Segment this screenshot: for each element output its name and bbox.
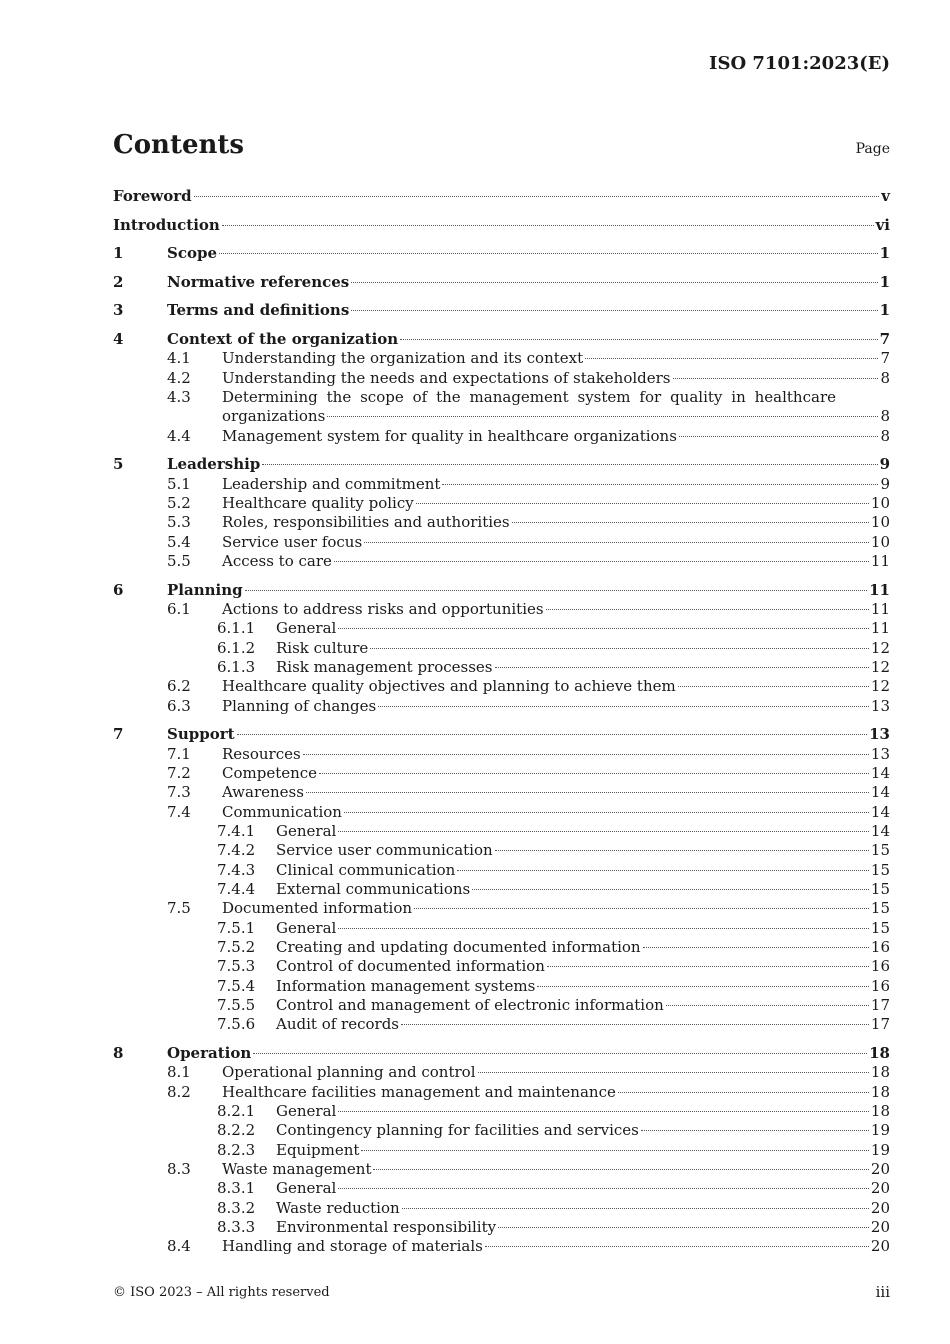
document-id: ISO 7101:2023(E) [709,53,890,74]
toc-entry[interactable] [113,330,890,349]
toc-entry-title: Operational planning and control [222,1063,476,1082]
toc-entry-number: 4.3 [167,388,191,406]
toc-entry-number: 5.2 [167,493,191,512]
dot-leader [643,947,869,948]
toc-entry-page: v [881,187,890,205]
toc-entry-title: Leadership [167,455,261,474]
toc-entry-title: Normative references [167,272,350,291]
toc-entry-page: 16 [870,957,890,976]
contents-title: Contents [113,130,245,160]
dot-leader [262,464,877,465]
toc-entry[interactable] [113,1237,890,1256]
toc-entry-number: 8.3.3 [217,1218,256,1237]
toc-entry-title: Understanding the needs and expectations of stakeholders [222,368,671,387]
toc-entry[interactable] [113,369,890,388]
toc-entry-page: 17 [870,1015,890,1034]
dot-leader [478,1072,869,1073]
toc-entry-title: Control and management of electronic information [276,996,664,1015]
toc-entry-number: 5.1 [167,474,191,493]
toc-entry-number: 8.3.2 [217,1198,256,1217]
toc-entry-page: 1 [879,301,890,320]
toc-entry-number: 7.4.3 [217,860,256,879]
toc-entry-number: 4.1 [167,349,191,368]
dot-leader [416,503,869,504]
toc-entry-number: 5.4 [167,532,191,551]
dot-leader [373,1169,868,1170]
dot-leader [546,609,869,610]
toc-entry-title: Awareness [222,783,304,802]
toc-entry[interactable] [113,244,890,263]
toc-entry-title: Service user focus [222,532,363,551]
dot-leader [194,196,880,197]
toc-entry-title: Waste reduction [276,1198,400,1217]
toc-entry-page: 9 [879,455,890,474]
toc-entry-number: 7.3 [167,783,191,802]
toc-entry[interactable] [113,455,890,474]
toc-entry-number: 7.5.6 [217,1015,256,1034]
dot-leader [245,590,868,591]
dot-leader [485,1246,869,1247]
toc-entry-number: 7.4.1 [217,821,256,840]
dot-leader [319,773,869,774]
dot-leader [370,648,869,649]
toc-entry-title: Competence [222,763,318,782]
toc-entry[interactable] [113,677,890,696]
toc-entry-page: 8 [880,368,890,387]
toc-entry-page: 18 [870,1063,890,1082]
toc-entry-number: 5.5 [167,552,191,570]
toc-entry-title: Risk culture [276,638,369,657]
toc-entry-title: Healthcare quality objectives and planning to achieve them [222,677,676,696]
toc-entry-page: 19 [870,1140,890,1159]
toc-entry-page: 15 [870,841,890,860]
toc-entry-number: 6.3 [167,696,191,715]
toc-entry[interactable] [113,187,890,206]
toc-entry-title: Resources [222,744,301,763]
dot-leader [237,734,868,735]
toc-entry-page: 13 [869,725,890,744]
dot-leader [344,812,869,813]
toc-entry-title: Access to care [222,552,332,570]
toc-entry-page: 7 [880,349,890,368]
dot-leader [414,908,869,909]
toc-entry[interactable] [113,938,890,957]
toc-entry-title: Healthcare quality policy [222,493,414,512]
dot-leader [219,253,878,254]
toc-entry[interactable] [113,977,890,996]
toc-entry-number: 4.4 [167,426,191,445]
toc-entry-number: 7.4.2 [217,841,256,860]
toc-entry-number: 7.5 [167,899,191,918]
toc-entry-number: 5.3 [167,513,191,532]
dot-leader [673,378,879,379]
dot-leader [537,986,869,987]
toc-entry-number: 7.4.4 [217,880,256,898]
toc-entry[interactable] [113,349,890,368]
toc-entry[interactable] [113,880,890,899]
dot-leader [338,928,869,929]
dot-leader [351,282,877,283]
toc-entry-number: 8.4 [167,1237,191,1256]
dot-leader [306,792,869,793]
toc-entry-page: 12 [870,638,890,657]
toc-entry-title: Determining the scope of the management system for quality in healthcare [222,388,836,406]
dot-leader [361,1150,869,1151]
toc-entry[interactable] [113,1083,890,1102]
dot-leader [303,754,869,755]
toc-entry-title: Planning of changes [222,696,377,715]
toc-entry[interactable] [113,639,890,658]
toc-entry-title: Management system for quality in healthcare organizations [222,426,677,445]
dot-leader [338,831,869,832]
dot-leader [618,1092,869,1093]
toc-entry-page: 13 [870,696,890,715]
toc-entry[interactable] [113,619,890,638]
dot-leader [666,1005,869,1006]
toc-entry-title: Communication [222,802,342,821]
toc-entry-title: Scope [167,244,218,263]
toc-entry-title: Environmental responsibility [276,1218,497,1237]
toc-entry-title: External communications [276,880,471,898]
toc-entry-page: 8 [880,407,890,426]
toc-entry-number: 8 [113,1044,124,1062]
toc-entry-title: Healthcare facilities management and maintenance [222,1082,616,1101]
toc-entry-number: 6.2 [167,677,191,696]
toc-entry-page: 7 [879,329,890,348]
toc-entry[interactable] [113,1063,890,1082]
toc-entry-page: 11 [869,580,890,599]
toc-entry-number: 8.1 [167,1063,191,1082]
toc-entry-title: General [276,918,337,937]
dot-leader [495,850,869,851]
toc-entry-title: Understanding the organization and its context [222,349,584,368]
dot-leader [495,667,869,668]
toc-entry-title: Planning [167,580,243,599]
toc-entry-page: 20 [870,1198,890,1217]
toc-entry-title: Terms and definitions [167,301,350,320]
toc-entry-number: 3 [113,301,124,320]
toc-entry[interactable] [113,957,890,976]
dot-leader [401,1024,869,1025]
toc-entry[interactable] [113,697,890,716]
toc-entry[interactable] [113,996,890,1015]
toc-entry[interactable] [113,1179,890,1198]
toc-entry-page: 18 [870,1102,890,1121]
copyright-footer: © ISO 2023 – All rights reserved [113,1285,330,1300]
toc-entry-page: 14 [870,821,890,840]
toc-entry-number: 6.1.1 [217,619,256,638]
toc-entry-number: 4.2 [167,368,191,387]
toc-entry-page: 11 [870,552,890,570]
toc-entry-page: 8 [880,426,890,445]
toc-entry-number: 1 [113,244,124,263]
dot-leader [641,1130,869,1131]
toc-entry-number: 8.2.1 [217,1102,256,1121]
toc-entry[interactable] [113,899,890,918]
dot-leader [679,436,879,437]
toc-entry-page: 10 [870,513,890,532]
toc-entry-number: 5 [113,455,124,474]
toc-entry-title: Risk management processes [276,657,493,676]
toc-entry[interactable] [113,494,890,513]
dot-leader [457,870,869,871]
toc-entry[interactable] [113,216,890,235]
dot-leader [338,1188,869,1189]
toc-entry-number: 6 [113,580,124,599]
toc-entry-number: 6.1.3 [217,657,256,676]
toc-entry-number: 7.5.4 [217,976,256,995]
dot-leader [512,522,869,523]
toc-entry[interactable] [113,764,890,783]
toc-entry[interactable] [113,1218,890,1237]
toc-entry[interactable] [113,1015,890,1034]
dot-leader [472,889,869,890]
toc-entry-title: Service user communication [276,841,493,860]
toc-entry-title: Contingency planning for facilities and services [276,1121,639,1140]
toc-entry-page: 13 [870,744,890,763]
toc-entry-number: 6.1.2 [217,638,256,657]
toc-entry[interactable] [113,861,890,880]
toc-entry-title: General [276,619,337,638]
dot-leader [253,1053,867,1054]
toc-entry-line [113,388,890,407]
toc-entry[interactable] [113,658,890,677]
toc-entry-title: Control of documented information [276,957,545,976]
toc-entry[interactable] [113,475,890,494]
dot-leader [442,484,878,485]
toc-entry-page: 10 [870,493,890,512]
toc-entry-page: 20 [870,1179,890,1198]
toc-entry-number: 4 [113,329,124,348]
toc-entry-title: Introduction [113,215,220,234]
toc-entry-page: vi [875,215,890,234]
toc-entry[interactable] [113,407,890,426]
toc-entry-title: Waste management [222,1160,372,1179]
toc-entry-number: 7.5.2 [217,938,256,957]
dot-leader [400,339,877,340]
toc-entry-page: 11 [870,599,890,618]
toc-entry-page: 14 [870,783,890,802]
dot-leader [351,310,877,311]
toc-entry-title: Creating and updating documented information [276,938,641,957]
toc-entry[interactable] [113,581,890,600]
toc-entry[interactable] [113,513,890,532]
toc-entry-page: 1 [879,272,890,291]
toc-entry[interactable] [113,803,890,822]
toc-entry-page: 17 [870,996,890,1015]
toc-entry-title: General [276,1179,337,1198]
toc-entry-number: 7.5.3 [217,957,256,976]
toc-entry-number: 8.3.1 [217,1179,256,1198]
toc-entry[interactable] [113,273,890,292]
toc-entry[interactable] [113,1044,890,1063]
toc-entry[interactable] [113,919,890,938]
toc-entry-number: 6.1 [167,599,191,618]
toc-entry-title: Roles, responsibilities and authorities [222,513,510,532]
dot-leader [338,1111,869,1112]
toc-entry-title: General [276,1102,337,1121]
toc-entry-number: 7.2 [167,763,191,782]
toc-entry[interactable] [113,1199,890,1218]
toc-entry-number: 8.2.3 [217,1140,256,1159]
toc-entry-number: 7.1 [167,744,191,763]
dot-leader [678,686,869,687]
toc-entry-page: 16 [870,976,890,995]
toc-entry-title: Documented information [222,899,413,918]
dot-leader [498,1227,869,1228]
toc-entry-title: General [276,821,337,840]
toc-entry[interactable] [113,783,890,802]
toc-entry[interactable] [113,725,890,744]
toc-entry[interactable] [113,427,890,446]
toc-entry-page: 15 [870,860,890,879]
toc-entry-title: Foreword [113,187,192,205]
toc-entry-page: 15 [870,880,890,898]
toc-entry-title: Clinical communication [276,860,456,879]
toc-entry-page: 15 [870,918,890,937]
toc-entry-page: 10 [870,532,890,551]
toc-entry-page: 11 [870,619,890,638]
toc-entry-page: 20 [870,1237,890,1256]
toc-entry-title: Audit of records [276,1015,399,1034]
toc-entry[interactable] [113,841,890,860]
toc-entry-title: Support [167,725,235,744]
toc-entry-title: Operation [167,1044,252,1062]
page-number: iii [875,1283,890,1301]
toc-entry[interactable] [113,533,890,552]
toc-entry[interactable] [113,1141,890,1160]
toc-entry[interactable] [113,1160,890,1179]
toc-entry-page: 9 [880,474,890,493]
dot-leader [222,225,874,226]
dot-leader [338,628,869,629]
toc-entry-page: 1 [879,244,890,263]
toc-entry[interactable] [113,822,890,841]
dot-leader [327,416,878,417]
dot-leader [364,542,869,543]
toc-entry[interactable] [113,745,890,764]
toc-entry-title: Context of the organization [167,329,399,348]
toc-entry-page: 12 [870,677,890,696]
toc-entry-title: organizations [222,407,326,426]
toc-entry-number: 7.4 [167,802,191,821]
toc-entry-page: 12 [870,657,890,676]
dot-leader [378,706,869,707]
toc-entry-page: 18 [870,1082,890,1101]
toc-entry-page: 20 [870,1218,890,1237]
toc-entry[interactable] [113,1102,890,1121]
toc-entry-page: 18 [869,1044,890,1062]
toc-entry-number: 2 [113,272,124,291]
toc-entry-page: 14 [870,763,890,782]
dot-leader [585,358,878,359]
toc-entry-title: Equipment [276,1140,360,1159]
toc-entry[interactable] [113,552,890,571]
dot-leader [547,966,869,967]
page-column-label: Page [855,141,890,157]
toc-entry[interactable] [113,301,890,320]
toc-entry-title: Information management systems [276,976,536,995]
toc-entry-number: 7.5.1 [217,918,256,937]
toc-entry-number: 7 [113,725,124,744]
toc-entry-title: Actions to address risks and opportunities [222,599,544,618]
toc-entry-page: 20 [870,1160,890,1179]
toc-entry[interactable] [113,600,890,619]
toc-entry-number: 7.5.5 [217,996,256,1015]
toc-entry-title: Leadership and commitment [222,474,441,493]
toc-entry-number: 8.2.2 [217,1121,256,1140]
toc-entry-number: 8.3 [167,1160,191,1179]
toc-entry-page: 16 [870,938,890,957]
toc-entry[interactable] [113,1121,890,1140]
toc-entry-page: 15 [870,899,890,918]
toc-entry-page: 14 [870,802,890,821]
toc-entry-title: Handling and storage of materials [222,1237,483,1256]
toc-entry-number: 8.2 [167,1082,191,1101]
toc-entry-page: 19 [870,1121,890,1140]
dot-leader [334,561,869,562]
table-of-contents [113,183,890,1257]
dot-leader [402,1208,869,1209]
